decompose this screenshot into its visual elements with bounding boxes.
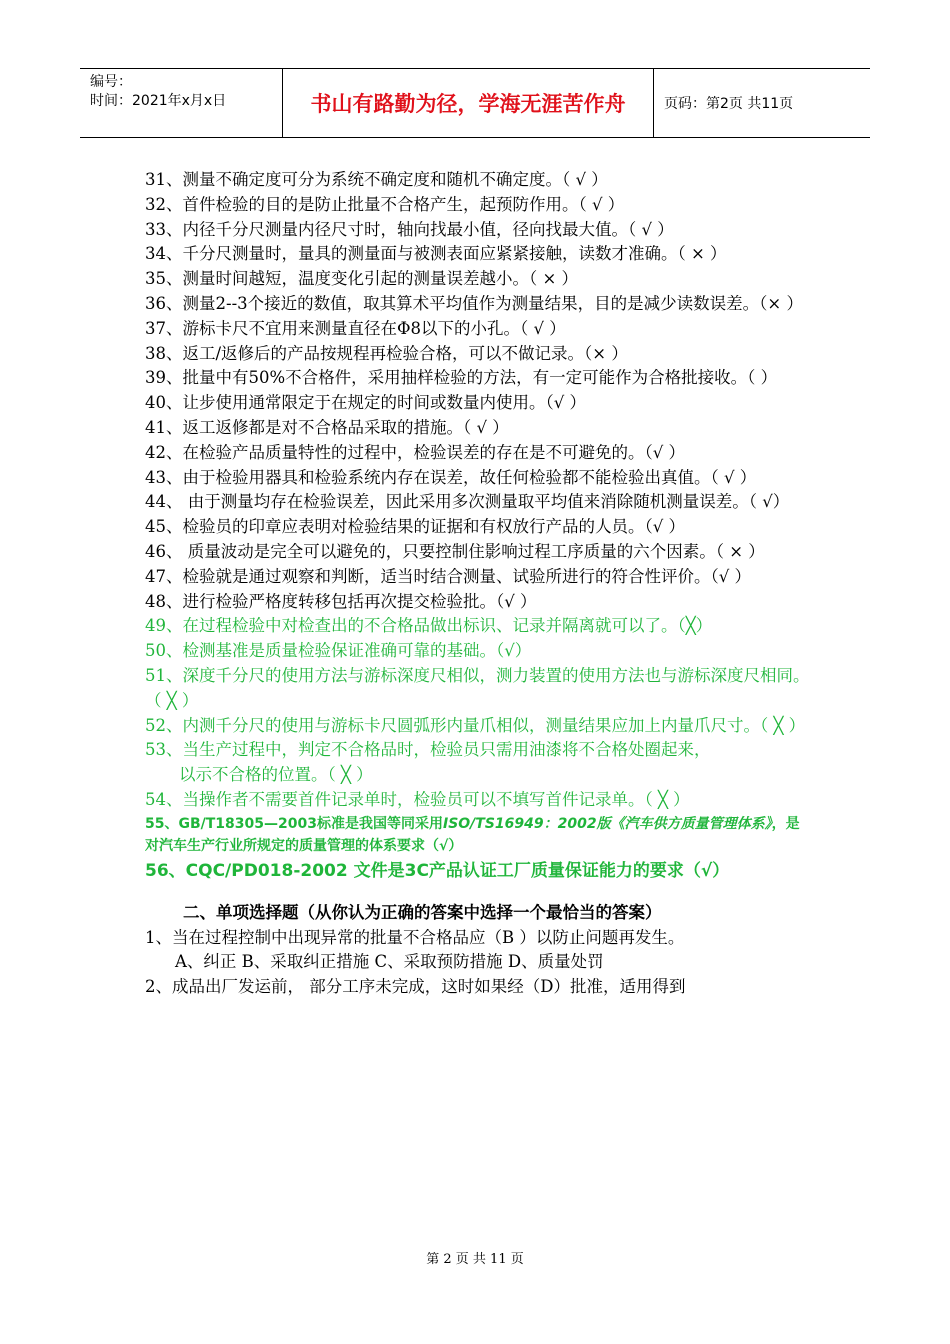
section-title: 二、单项选择题（从你认为正确的答案中选择一个最恰当的答案） bbox=[183, 902, 662, 922]
question-item: 31、测量不确定度可分为系统不确定度和随机不确定度。（ √ ） bbox=[145, 170, 608, 189]
question-item: 38、返工/返修后的产品按规程再检验合格，可以不做记录。（× ） bbox=[145, 343, 628, 363]
question-item-green: 50、检测基准是质量检验保证准确可靠的基础。（√） bbox=[145, 641, 532, 661]
question-item: 42、在检验产品质量特性的过程中，检验误差的存在是不可避免的。（√ ） bbox=[145, 442, 686, 462]
question-item: 34、千分尺测量时，量具的测量面与被测表面应紧紧接触，读数才准确。（ × ） bbox=[145, 244, 727, 264]
question-item-green: 49、在过程检验中对检查出的不合格品做出标识、记录并隔离就可以了。（╳） bbox=[145, 616, 713, 636]
choice-question: 1、当在过程控制中出现异常的批量不合格品应（B ）以防止问题再发生。 bbox=[145, 927, 685, 947]
question-item: 45、检验员的印章应表明对检验结果的证据和有权放行产品的人员。（√ ） bbox=[145, 517, 686, 537]
question-item-54: 54、当操作者不需要首件记录单时，检验员可以不填写首件记录单。（ ╳ ） bbox=[145, 789, 690, 809]
header-motto: 书山有路勤为径，学海无涯苦作舟 bbox=[283, 69, 654, 137]
question-item-56: 56、CQC/PD018-2002 文件是3C产品认证工厂质量保证能力的要求（√） bbox=[145, 860, 730, 881]
page-footer: 第 2 页 共 11 页 bbox=[426, 1252, 524, 1267]
document-number-label: 编号： bbox=[90, 74, 132, 90]
question-item-55 bbox=[145, 813, 810, 857]
item55-suffix: ，是对汽车生产行业所规定的质量管理的体系要求（√） bbox=[145, 815, 800, 854]
question-item-53: 53、当生产过程中，判定不合格品时，检验员只需用油漆将不合格处圈起来， bbox=[145, 740, 711, 760]
header-left-cell bbox=[80, 69, 283, 137]
question-item: 44、 由于测量均存在检验误差，因此采用多次测量取平均值来消除随机测量误差。（ √） bbox=[145, 492, 790, 512]
question-item: 48、进行检验严格度转移包括再次提交检验批。（√ ） bbox=[145, 591, 537, 611]
question-item: 39、批量中有50%不合格件，采用抽样检验的方法，有一定可能作为合格批接收。（ ） bbox=[145, 368, 778, 388]
question-item: 40、让步使用通常限定于在规定的时间或数量内使用。（√ ） bbox=[145, 393, 587, 413]
page-header bbox=[80, 68, 870, 138]
document-time-label: 时间：2021年x月x日 bbox=[90, 93, 227, 109]
question-item: 43、由于检验用器具和检验系统内存在误差，故任何检验都不能检验出真值。（ √ ） bbox=[145, 467, 757, 487]
item55-prefix: 55、GB/T18305—2003标准是我国等同采用 bbox=[145, 815, 443, 832]
question-item: 32、首件检验的目的是防止批量不合格产生，起预防作用。（ √ ） bbox=[145, 194, 625, 214]
question-item: 47、检验就是通过观察和判断，适当时结合测量、试验所进行的符合性评价。（√ ） bbox=[145, 566, 752, 586]
question-item: 37、游标卡尺不宜用来测量直径在Φ8以下的小孔。（ √ ） bbox=[145, 318, 566, 338]
document-body bbox=[145, 168, 810, 1000]
question-item: 36、测量2--3个接近的数值，取其算术平均值作为测量结果，目的是减少读数误差。（× ） bbox=[145, 293, 803, 313]
header-page-info: 页码：第2页 共11页 bbox=[664, 96, 794, 112]
item55-standard: ISO/TS16949：2002版《汽车供方质量管理体系》 bbox=[442, 815, 772, 832]
question-item: 41、返工返修都是对不合格品采取的措施。（ √ ） bbox=[145, 417, 509, 437]
question-item: 35、测量时间越短，温度变化引起的测量误差越小。（ × ） bbox=[145, 269, 579, 289]
question-item-53-cont: 以示不合格的位置。（ ╳ ） bbox=[179, 765, 373, 785]
choice-question: 2、成品出厂发运前， 部分工序未完成，这时如果经（D）批准，适用得到 bbox=[145, 977, 686, 997]
question-item: 46、 质量波动是完全可以避免的，只要控制住影响过程工序质量的六个因素。（ × ） bbox=[145, 541, 765, 561]
choice-options: A、纠正 B、采取纠正措施 C、采取预防措施 D、质量处罚 bbox=[175, 952, 604, 972]
question-item-green: 52、内测千分尺的使用与游标卡尺圆弧形内量爪相似，测量结果应加上内量爪尺寸。（ ╳ ） bbox=[145, 715, 806, 735]
question-item: 33、内径千分尺测量内径尺寸时，轴向找最小值，径向找最大值。（ √ ） bbox=[145, 219, 674, 239]
question-item-green: 51、深度千分尺的使用方法与游标深度尺相似，测力装置的使用方法也与游标深度尺相同。 （ ╳ ） bbox=[145, 665, 810, 710]
